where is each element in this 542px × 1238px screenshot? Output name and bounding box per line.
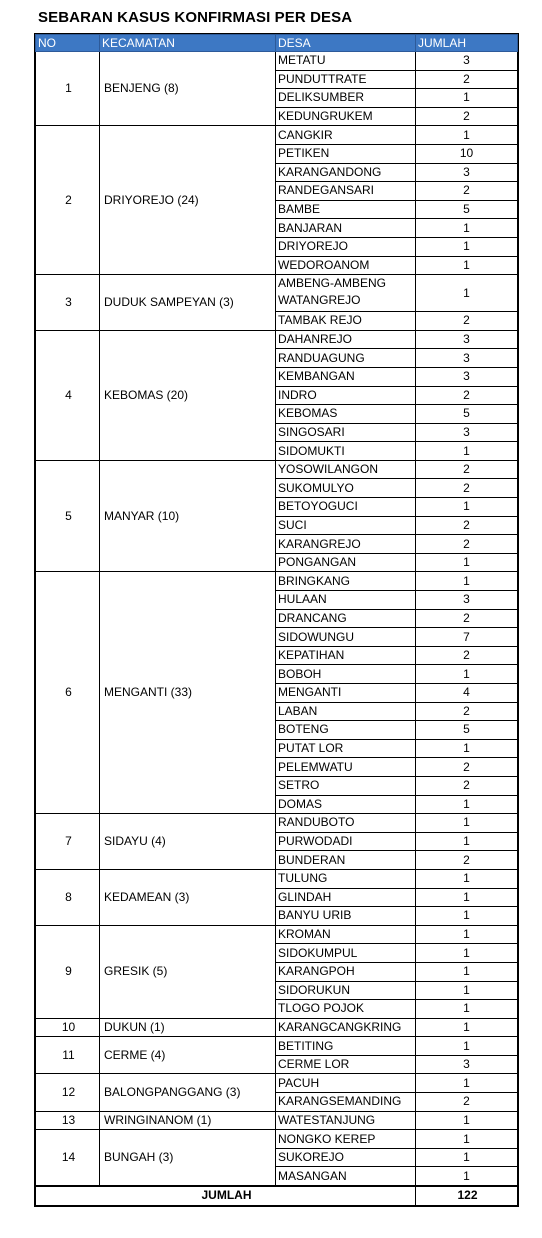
jumlah-cell: 2 xyxy=(416,851,518,870)
jumlah-cell: 1 xyxy=(416,962,518,981)
desa-cell: DAHANREJO xyxy=(276,330,416,349)
desa-cell: NONGKO KEREP xyxy=(276,1130,416,1149)
jumlah-cell: 1 xyxy=(416,814,518,833)
jumlah-cell: 2 xyxy=(416,776,518,795)
desa-cell: PUNDUTTRATE xyxy=(276,70,416,89)
desa-cell: KEDUNGRUKEM xyxy=(276,107,416,126)
jumlah-cell: 1 xyxy=(416,944,518,963)
row-number: 11 xyxy=(36,1037,100,1074)
desa-cell: SINGOSARI xyxy=(276,423,416,442)
kecamatan-cell: MANYAR (10) xyxy=(100,460,276,572)
row-number: 13 xyxy=(36,1111,100,1130)
jumlah-cell: 3 xyxy=(416,330,518,349)
desa-cell: LABAN xyxy=(276,702,416,721)
jumlah-cell: 2 xyxy=(416,516,518,535)
desa-cell: RANDUBOTO xyxy=(276,814,416,833)
desa-cell: WATESTANJUNG xyxy=(276,1111,416,1130)
desa-cell: KEPATIHAN xyxy=(276,646,416,665)
jumlah-cell: 1 xyxy=(416,1148,518,1167)
desa-cell: METATU xyxy=(276,52,416,71)
jumlah-cell: 2 xyxy=(416,1093,518,1112)
jumlah-cell: 2 xyxy=(416,758,518,777)
kecamatan-cell: CERME (4) xyxy=(100,1037,276,1074)
jumlah-cell: 2 xyxy=(416,646,518,665)
desa-cell: BRINGKANG xyxy=(276,572,416,591)
kecamatan-cell: KEBOMAS (20) xyxy=(100,330,276,460)
jumlah-cell: 1 xyxy=(416,832,518,851)
kecamatan-cell: GRESIK (5) xyxy=(100,925,276,1018)
jumlah-cell: 3 xyxy=(416,52,518,71)
cases-table xyxy=(35,34,518,1206)
jumlah-cell: 1 xyxy=(416,572,518,591)
total-label: JUMLAH xyxy=(36,1186,416,1205)
table-row xyxy=(36,1037,518,1056)
kecamatan-cell: DRIYOREJO (24) xyxy=(100,126,276,275)
kecamatan-cell: BENJENG (8) xyxy=(100,52,276,126)
row-number: 4 xyxy=(36,330,100,460)
jumlah-cell: 3 xyxy=(416,591,518,610)
desa-cell: DRANCANG xyxy=(276,609,416,628)
jumlah-cell: 3 xyxy=(416,1055,518,1074)
jumlah-cell: 1 xyxy=(416,275,518,312)
row-number: 12 xyxy=(36,1074,100,1111)
desa-cell: KARANGPOH xyxy=(276,962,416,981)
table-row xyxy=(36,869,518,888)
header-kecamatan: KECAMATAN xyxy=(100,35,276,52)
desa-cell: SUKOMULYO xyxy=(276,479,416,498)
jumlah-cell: 1 xyxy=(416,1074,518,1093)
desa-cell: GLINDAH xyxy=(276,888,416,907)
row-number: 8 xyxy=(36,869,100,925)
kecamatan-cell: BUNGAH (3) xyxy=(100,1130,276,1186)
desa-cell: SIDORUKUN xyxy=(276,981,416,1000)
desa-cell: SETRO xyxy=(276,776,416,795)
desa-cell: KARANGANDONG xyxy=(276,163,416,182)
desa-cell: KROMAN xyxy=(276,925,416,944)
row-number: 2 xyxy=(36,126,100,275)
row-number: 14 xyxy=(36,1130,100,1186)
kecamatan-cell: DUDUK SAMPEYAN (3) xyxy=(100,275,276,331)
desa-cell: TULUNG xyxy=(276,869,416,888)
desa-line: WATANGREJO xyxy=(278,293,361,308)
desa-cell: SUKOREJO xyxy=(276,1148,416,1167)
desa-cell: TAMBAK REJO xyxy=(276,312,416,331)
desa-cell: PACUH xyxy=(276,1074,416,1093)
jumlah-cell: 2 xyxy=(416,609,518,628)
desa-cell: CERME LOR xyxy=(276,1055,416,1074)
table-row xyxy=(36,814,518,833)
desa-cell: BANJARAN xyxy=(276,219,416,238)
table-row xyxy=(36,330,518,349)
jumlah-cell: 5 xyxy=(416,721,518,740)
desa-cell: KARANGSEMANDING xyxy=(276,1093,416,1112)
jumlah-cell: 2 xyxy=(416,70,518,89)
jumlah-cell: 1 xyxy=(416,665,518,684)
jumlah-cell: 1 xyxy=(416,1130,518,1149)
desa-cell: KEBOMAS xyxy=(276,405,416,424)
kecamatan-cell: MENGANTI (33) xyxy=(100,572,276,814)
table-body xyxy=(36,52,518,1187)
jumlah-cell: 2 xyxy=(416,702,518,721)
desa-cell: KEMBANGAN xyxy=(276,367,416,386)
jumlah-cell: 4 xyxy=(416,684,518,703)
page-title: SEBARAN KASUS KONFIRMASI PER DESA xyxy=(38,9,353,26)
jumlah-cell: 1 xyxy=(416,1167,518,1186)
desa-cell: BETITING xyxy=(276,1037,416,1056)
jumlah-cell: 1 xyxy=(416,237,518,256)
jumlah-cell: 1 xyxy=(416,89,518,108)
desa-cell: SIDOMUKTI xyxy=(276,442,416,461)
jumlah-cell: 1 xyxy=(416,981,518,1000)
desa-cell: PETIKEN xyxy=(276,144,416,163)
table-row xyxy=(36,52,518,71)
jumlah-cell: 7 xyxy=(416,628,518,647)
table-row xyxy=(36,1111,518,1130)
jumlah-cell: 3 xyxy=(416,163,518,182)
desa-cell: BAMBE xyxy=(276,200,416,219)
kecamatan-cell: WRINGINANOM (1) xyxy=(100,1111,276,1130)
jumlah-cell: 1 xyxy=(416,219,518,238)
jumlah-cell: 1 xyxy=(416,1000,518,1019)
desa-cell: SIDOWUNGU xyxy=(276,628,416,647)
desa-cell: TLOGO POJOK xyxy=(276,1000,416,1019)
row-number: 7 xyxy=(36,814,100,870)
row-number: 1 xyxy=(36,52,100,126)
desa-cell: WEDOROANOM xyxy=(276,256,416,275)
desa-cell: BOBOH xyxy=(276,665,416,684)
table-header-row xyxy=(36,35,518,52)
desa-cell: PURWODADI xyxy=(276,832,416,851)
desa-cell: INDRO xyxy=(276,386,416,405)
jumlah-cell: 1 xyxy=(416,925,518,944)
desa-cell: HULAAN xyxy=(276,591,416,610)
jumlah-cell: 1 xyxy=(416,795,518,814)
jumlah-cell: 5 xyxy=(416,405,518,424)
jumlah-cell: 2 xyxy=(416,479,518,498)
row-number: 10 xyxy=(36,1018,100,1037)
jumlah-cell: 2 xyxy=(416,182,518,201)
jumlah-cell: 1 xyxy=(416,498,518,517)
header-no: NO xyxy=(36,35,100,52)
desa-cell: MASANGAN xyxy=(276,1167,416,1186)
header-desa: DESA xyxy=(276,35,416,52)
jumlah-cell: 1 xyxy=(416,553,518,572)
table-row xyxy=(36,572,518,591)
jumlah-cell: 2 xyxy=(416,107,518,126)
jumlah-cell: 5 xyxy=(416,200,518,219)
desa-cell: CANGKIR xyxy=(276,126,416,145)
desa-cell: PUTAT LOR xyxy=(276,739,416,758)
desa-cell: BETOYOGUCI xyxy=(276,498,416,517)
desa-cell: DRIYOREJO xyxy=(276,237,416,256)
jumlah-cell: 10 xyxy=(416,144,518,163)
total-value: 122 xyxy=(416,1186,518,1205)
row-number: 3 xyxy=(36,275,100,331)
jumlah-cell: 2 xyxy=(416,535,518,554)
jumlah-cell: 3 xyxy=(416,349,518,368)
table-row xyxy=(36,275,518,312)
table-row xyxy=(36,126,518,145)
table-row xyxy=(36,1130,518,1149)
table-row xyxy=(36,460,518,479)
desa-cell: RANDEGANSARI xyxy=(276,182,416,201)
desa-cell: BUNDERAN xyxy=(276,851,416,870)
jumlah-cell: 1 xyxy=(416,126,518,145)
kecamatan-cell: KEDAMEAN (3) xyxy=(100,869,276,925)
jumlah-cell: 1 xyxy=(416,869,518,888)
kecamatan-cell: BALONGPANGGANG (3) xyxy=(100,1074,276,1111)
jumlah-cell: 1 xyxy=(416,1111,518,1130)
desa-cell: PELEMWATU xyxy=(276,758,416,777)
desa-cell xyxy=(276,275,416,312)
desa-cell: KARANGREJO xyxy=(276,535,416,554)
desa-cell: KARANGCANGKRING xyxy=(276,1018,416,1037)
total-row xyxy=(36,1186,518,1205)
jumlah-cell: 3 xyxy=(416,367,518,386)
desa-cell: SUCI xyxy=(276,516,416,535)
kecamatan-cell: SIDAYU (4) xyxy=(100,814,276,870)
jumlah-cell: 2 xyxy=(416,312,518,331)
header-jumlah: JUMLAH xyxy=(416,35,518,52)
kecamatan-cell: DUKUN (1) xyxy=(100,1018,276,1037)
desa-cell: RANDUAGUNG xyxy=(276,349,416,368)
desa-cell: BANYU URIB xyxy=(276,907,416,926)
jumlah-cell: 1 xyxy=(416,907,518,926)
row-number: 6 xyxy=(36,572,100,814)
jumlah-cell: 3 xyxy=(416,423,518,442)
jumlah-cell: 2 xyxy=(416,460,518,479)
jumlah-cell: 1 xyxy=(416,1018,518,1037)
jumlah-cell: 2 xyxy=(416,386,518,405)
row-number: 5 xyxy=(36,460,100,572)
table-row xyxy=(36,1018,518,1037)
desa-cell: PONGANGAN xyxy=(276,553,416,572)
desa-line: AMBENG-AMBENG xyxy=(278,276,387,291)
table-row xyxy=(36,925,518,944)
table-row xyxy=(36,1074,518,1093)
jumlah-cell: 1 xyxy=(416,1037,518,1056)
desa-cell: DELIKSUMBER xyxy=(276,89,416,108)
jumlah-cell: 1 xyxy=(416,739,518,758)
jumlah-cell: 1 xyxy=(416,442,518,461)
desa-cell: DOMAS xyxy=(276,795,416,814)
desa-cell: BOTENG xyxy=(276,721,416,740)
row-number: 9 xyxy=(36,925,100,1018)
jumlah-cell: 1 xyxy=(416,256,518,275)
desa-cell: MENGANTI xyxy=(276,684,416,703)
desa-cell: YOSOWILANGON xyxy=(276,460,416,479)
jumlah-cell: 1 xyxy=(416,888,518,907)
desa-cell: SIDOKUMPUL xyxy=(276,944,416,963)
